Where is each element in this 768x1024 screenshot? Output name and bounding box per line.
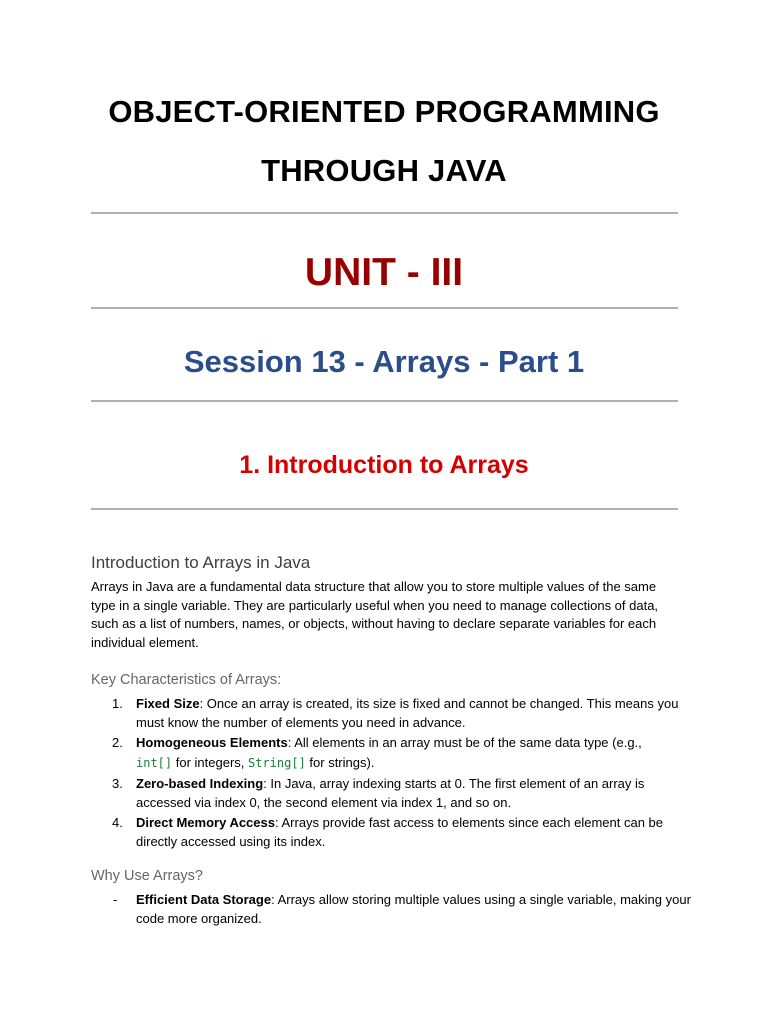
list-item-text: : All elements in an array must be of the same data type (e.g., xyxy=(287,735,642,750)
divider xyxy=(91,400,678,402)
divider xyxy=(91,508,678,510)
list-item-term: Homogeneous Elements xyxy=(136,735,288,750)
document-title-line-2: THROUGH JAVA xyxy=(261,153,507,188)
divider xyxy=(91,212,678,214)
why-list xyxy=(91,890,691,928)
list-item-text: : Arrays provide fast access to elements since each element can be directly accessed using its index. xyxy=(136,815,664,849)
session-heading: Session 13 - Arrays - Part 1 xyxy=(183,344,585,379)
characteristics-heading: Key Characteristics of Arrays: xyxy=(91,672,282,688)
divider xyxy=(91,307,678,309)
inline-code: int[] xyxy=(136,756,173,770)
list-item-text: : In Java, array indexing starts at 0. The first element of an array is accessed via index 0, the second element via index 1, and so on. xyxy=(136,776,645,810)
intro-paragraph: Arrays in Java are a fundamental data structure that allow you to store multiple values of the same type in a single variable. They are particularly useful when you need to manage collections of data, such as a list of numbers, names, or objects, without having to declare separate variables for each individual element. xyxy=(91,579,659,650)
list-item-text: : Once an array is created, its size is fixed and cannot be changed. This means you must know the number of elements you need in advance. xyxy=(136,696,679,730)
list-item-term: Efficient Data Storage xyxy=(136,892,272,907)
list-item xyxy=(91,774,691,812)
list-number: 2. xyxy=(112,735,123,750)
list-item xyxy=(91,813,691,851)
list-item xyxy=(91,694,691,732)
why-heading: Why Use Arrays? xyxy=(91,868,203,884)
list-item xyxy=(91,733,691,773)
document-title-line-1: OBJECT-ORIENTED PROGRAMMING xyxy=(108,94,660,129)
list-number: 4. xyxy=(112,815,123,830)
list-item xyxy=(91,890,691,928)
inline-code: String[] xyxy=(248,756,306,770)
unit-heading: UNIT - III xyxy=(304,251,464,294)
intro-subheading: Introduction to Arrays in Java xyxy=(91,553,311,572)
list-marker: - xyxy=(113,892,118,907)
list-item-term: Zero-based Indexing xyxy=(136,776,264,791)
list-item-term: Fixed Size xyxy=(136,696,200,711)
list-item-text: for integers, xyxy=(172,755,248,770)
list-item-text: for strings). xyxy=(305,755,375,770)
list-number: 3. xyxy=(112,776,123,791)
characteristics-list xyxy=(91,694,691,852)
section-heading: 1. Introduction to Arrays xyxy=(239,451,529,479)
list-number: 1. xyxy=(112,696,123,711)
list-item-text: : Arrays allow storing multiple values using a single variable, making your code more organized. xyxy=(136,892,691,926)
list-item-term: Direct Memory Access xyxy=(136,815,275,830)
